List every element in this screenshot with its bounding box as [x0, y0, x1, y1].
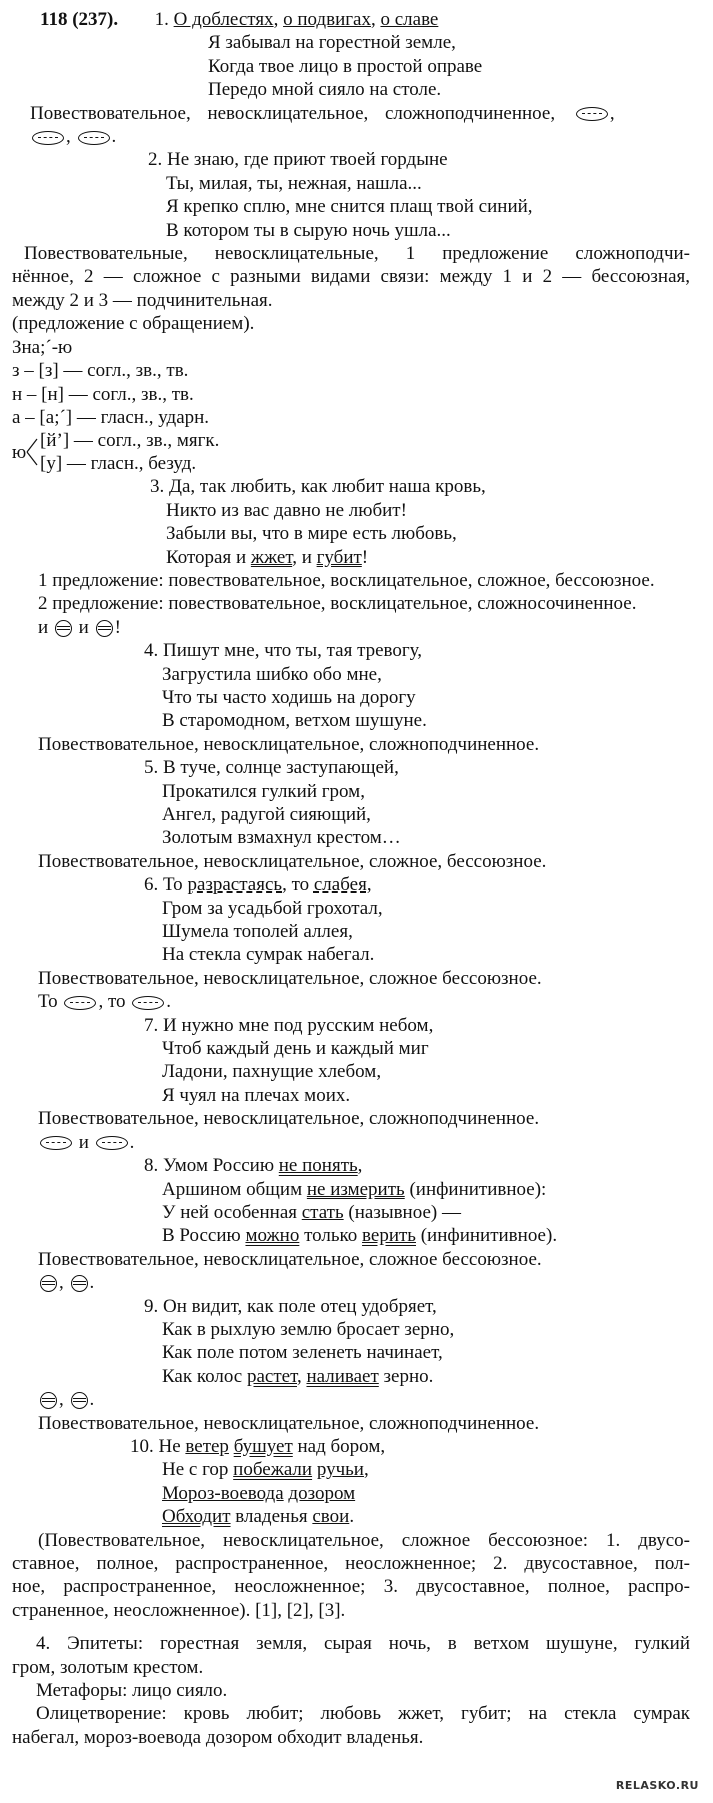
poem-line: Забыли вы, что в мире есть любовь,: [166, 523, 457, 545]
poem-line: На стекла сумрак набегал.: [162, 944, 375, 966]
phonetic-line: [й’] — согл., зв., мягк.: [40, 430, 220, 452]
double-line-circle-icon: [40, 1392, 57, 1409]
analysis-line: между 2 и 3 — подчинительная.: [12, 289, 273, 311]
poem-line: Обходит владенья свои.: [162, 1506, 355, 1528]
dashed-oval-icon: [64, 996, 96, 1010]
poem-line: Как поле потом зеленеть начинает,: [162, 1342, 443, 1364]
exercise-header: 118 (237).: [40, 9, 119, 30]
poem-line: 6. То разрастаясь, то слабея,: [144, 874, 372, 896]
analysis-line: , .: [38, 1271, 690, 1294]
poem-line: 10. Не ветер бушует над бором,: [130, 1435, 386, 1457]
poem-number: 2.: [148, 149, 163, 171]
dashed-oval-icon: [78, 131, 110, 145]
poem-number: 6.: [144, 874, 159, 896]
poem-number: 5.: [144, 757, 159, 779]
analysis-line: , .: [30, 125, 690, 148]
poem-line: 4. Пишут мне, что ты, тая тревогу,: [144, 640, 423, 662]
phonetic-line: н – [н] — согл., зв., тв.: [12, 383, 194, 405]
poem-line: Ангел, радугой сияющий,: [162, 804, 371, 825]
task4-line: 4. Эпитеты: горестная земля, сырая ночь, в ветхом шушуне, гулкий: [36, 1633, 690, 1655]
double-line-circle-icon: [71, 1392, 88, 1409]
poem-line: 3. Да, так любить, как любит наша кровь,: [150, 476, 486, 498]
poem-line: Я забывал на горестной земле,: [208, 32, 456, 54]
poem-number: 4.: [144, 640, 159, 662]
poem-line: Чтоб каждый день и каждый миг: [162, 1038, 429, 1060]
dashed-oval-icon: [96, 1136, 128, 1150]
poem-line: Ладони, пахнущие хлебом,: [162, 1061, 382, 1083]
dashed-oval-icon: [576, 107, 608, 121]
poem-line: В котором ты в сырую ночь ушла...: [166, 219, 451, 241]
poem-line: Как колос растет, наливает зерно.: [162, 1365, 434, 1387]
analysis-line: Повествовательное, невосклицательное, сложное, бессоюзное.: [38, 850, 547, 872]
dashed-oval-icon: [32, 131, 64, 145]
double-line-circle-icon: [55, 620, 72, 637]
poem-line: Не с гор побежали ручьи,: [162, 1459, 369, 1481]
analysis-line: , .: [38, 1388, 690, 1411]
poem-line: Мороз-воевода дозором: [162, 1482, 356, 1504]
analysis-line: Повествовательное, невосклицательное, сложноподчиненное.: [38, 733, 540, 755]
poem-line: У ней особенная стать (назывное) —: [162, 1201, 461, 1223]
poem-line: Как в рыхлую землю бросает зерно,: [162, 1318, 455, 1340]
analysis-line: Повествовательное, невосклицательное, сложное бессоюзное.: [38, 1248, 542, 1270]
analysis-line: Повествовательное, невосклицательное, сложноподчиненное.: [38, 1412, 540, 1434]
site-watermark: RELASKO.RU: [615, 1778, 699, 1792]
analysis-line: (Повествовательное, невосклицательное, сложное бессоюзное: 1. двусо-: [38, 1529, 690, 1551]
poem-number: 3.: [150, 476, 165, 498]
analysis-line: Повествовательное, невосклицательное, сложное бессоюзное.: [38, 967, 542, 989]
poem-line: Когда твое лицо в простой оправе: [208, 55, 483, 77]
phonetic-word: Зна;´-ю: [12, 336, 73, 358]
poem-line: 9. Он видит, как поле отец удобряет,: [144, 1295, 437, 1317]
phonetic-letter: ю: [12, 442, 27, 464]
double-line-circle-icon: [96, 620, 113, 637]
analysis-line: ное, распространенное, неосложненное; 3. двусоставное, полное, распро-: [12, 1576, 690, 1598]
analysis-line: ставное, полное, распространенное, неосложненное; 2. двусоставное, пол-: [12, 1553, 690, 1574]
poem-line: Загрустила шибко обо мне,: [162, 663, 382, 685]
poem-line: Шумела тополей аллея,: [162, 921, 353, 943]
analysis-line: (предложение с обращением).: [12, 313, 255, 335]
poem-line: Я крепко сплю, мне снится плащ твой синий,: [166, 196, 533, 218]
task4-line: набегал, мороз-воевода дозором обходит владенья.: [12, 1726, 424, 1748]
poem-number: 9.: [144, 1295, 159, 1317]
phonetic-line: з – [з] — согл., зв., тв.: [12, 360, 189, 382]
poem-number: 10.: [130, 1435, 154, 1457]
poem-number: 1.: [154, 9, 169, 30]
poem-line: 2. Не знаю, где приют твоей гордыне: [148, 149, 448, 171]
poem-line: Золотым взмахнул крестом…: [162, 827, 401, 849]
analysis-line: Повествовательные, невосклицательные, 1 предложение сложноподчи-: [24, 243, 690, 265]
task4-line: Метафоры: лицо сияло.: [36, 1680, 228, 1702]
phonetic-line: а – [а;´] — гласн., ударн.: [12, 406, 210, 428]
analysis-line: То , то .: [38, 991, 171, 1013]
analysis-line: и .: [38, 1131, 690, 1154]
poem-line: Прокатился гулкий гром,: [162, 780, 365, 802]
poem-line: В Россию можно только верить (инфинитивное).: [162, 1225, 558, 1247]
document-page: [12, 8, 690, 1749]
dashed-oval-icon: [40, 1136, 72, 1150]
poem-number: 8.: [144, 1155, 159, 1177]
analysis-line: 2 предложение: повествовательное, восклицательное, сложносочиненное.: [38, 593, 637, 615]
dashed-oval-icon: [132, 996, 164, 1010]
phonetic-line: [у] — гласн., безуд.: [40, 453, 197, 475]
analysis-line: страненное, неосложненное). [1], [2], [3].: [12, 1599, 346, 1621]
analysis-line: нённое, 2 — сложное с разными видами связи: между 1 и 2 — бессоюзная,: [12, 266, 690, 288]
poem-line: Никто из вас давно не любит!: [166, 499, 407, 521]
task4-line: Олицетворение: кровь любит; любовь жжет, губит; на стекла сумрак: [36, 1703, 690, 1725]
poem-number: 7.: [144, 1014, 159, 1036]
analysis-line: Повествовательное, невосклицательное, сложноподчиненное, ,: [30, 102, 615, 124]
poem-line: 7. И нужно мне под русским небом,: [144, 1014, 434, 1036]
poem-line: Ты, милая, ты, нежная, нашла...: [166, 172, 422, 194]
analysis-line: 1 предложение: повествовательное, восклицательное, сложное, бессоюзное.: [38, 569, 655, 591]
branch-icon: [26, 433, 38, 471]
poem-line: 8. Умом Россию не понять,: [144, 1155, 363, 1177]
poem-line: Гром за усадьбой грохотал,: [162, 897, 383, 919]
exercise-1-line-1: 118 (237). 1. О доблестях, о подвигах, о славе: [40, 9, 439, 30]
task4-line: гром, золотым крестом.: [12, 1656, 204, 1678]
double-line-circle-icon: [71, 1275, 88, 1292]
double-line-circle-icon: [40, 1275, 57, 1292]
poem-line: Передо мной сияло на столе.: [208, 79, 442, 101]
analysis-line: и и !: [38, 616, 121, 638]
phonetic-yu-block: [12, 429, 690, 475]
poem-line: Что ты часто ходишь на дорогу: [162, 686, 416, 708]
analysis-line: Повествовательное, невосклицательное, сложноподчиненное.: [38, 1108, 540, 1130]
poem-line: 5. В туче, солнце заступающей,: [144, 757, 399, 779]
poem-line: Я чуял на плечах моих.: [162, 1084, 351, 1106]
poem-line: В старомодном, ветхом шушуне.: [162, 710, 427, 732]
poem-line: Аршином общим не измерить (инфинитивное):: [162, 1178, 547, 1200]
poem-line: Которая и жжет, и губит!: [166, 546, 369, 568]
